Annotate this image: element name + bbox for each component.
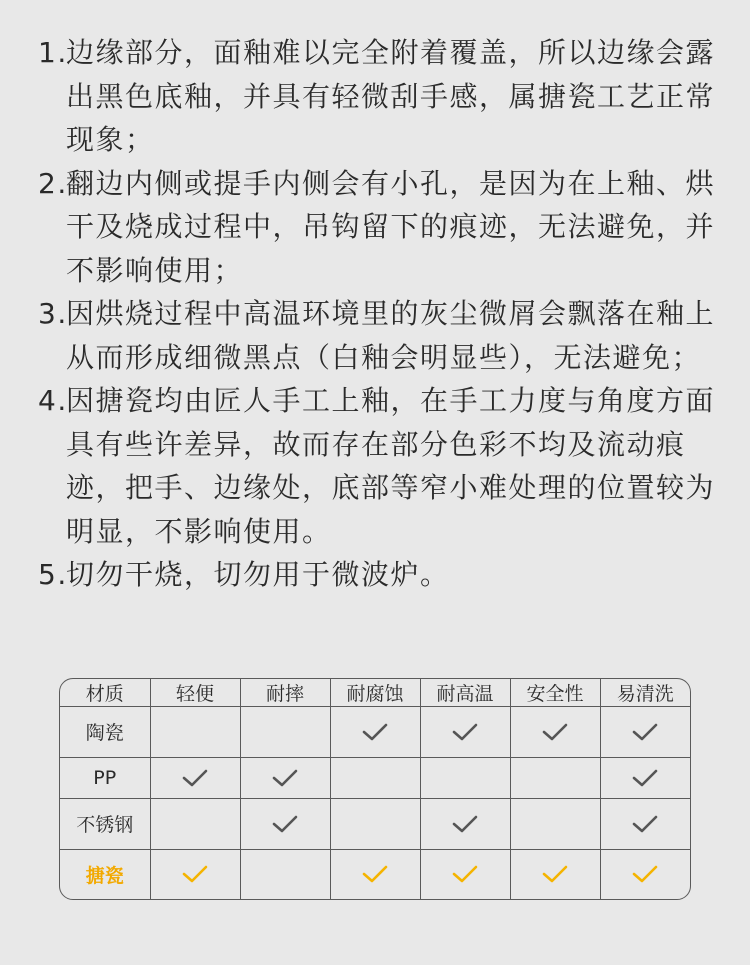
table-header-row xyxy=(60,679,690,707)
material-cell: 搪瓷 xyxy=(60,849,150,899)
property-cell xyxy=(330,849,420,899)
note-text: 切勿干烧，切勿用于微波炉。 xyxy=(66,558,450,591)
note-item xyxy=(38,292,718,379)
property-cell xyxy=(510,849,600,899)
material-cell: PP xyxy=(60,757,150,799)
checkmark-icon xyxy=(511,721,600,743)
note-text: 边缘部分，面釉难以完全附着覆盖，所以边缘会露出黑色底釉，并具有轻微刮手感，属搪瓷工艺正常现象； xyxy=(66,36,716,156)
property-cell xyxy=(510,799,600,850)
note-number: 5. xyxy=(38,558,68,591)
checkmark-icon xyxy=(151,767,240,789)
material-cell: 陶瓷 xyxy=(60,707,150,758)
property-cell xyxy=(330,799,420,850)
property-cell xyxy=(420,849,510,899)
property-cell xyxy=(150,707,240,758)
column-header: 安全性 xyxy=(510,679,600,707)
checkmark-icon xyxy=(151,863,240,885)
checkmark-icon xyxy=(241,767,330,789)
notes-list xyxy=(38,31,718,597)
column-header: 材质 xyxy=(60,679,150,707)
note-text: 因搪瓷均由匠人手工上釉，在手工力度与角度方面具有些许差异，故而存在部分色彩不均及流动痕迹，把手、边缘处，底部等窄小难处理的位置较为明显，不影响使用。 xyxy=(66,384,716,548)
note-item xyxy=(38,31,718,162)
note-number: 2. xyxy=(38,166,68,200)
property-cell xyxy=(420,799,510,850)
note-item xyxy=(38,553,718,597)
checkmark-icon xyxy=(421,721,510,743)
checkmark-icon xyxy=(601,721,691,743)
property-cell xyxy=(150,849,240,899)
note-text: 翻边内侧或提手内侧会有小孔，是因为在上釉、烘干及烧成过程中，吊钩留下的痕迹，无法避免，并不影响使用； xyxy=(66,166,716,287)
note-item xyxy=(38,162,718,293)
checkmark-icon xyxy=(421,863,510,885)
property-cell xyxy=(420,757,510,799)
checkmark-icon xyxy=(601,813,691,835)
note-number: 1. xyxy=(38,36,68,69)
checkmark-icon xyxy=(421,813,510,835)
table-row xyxy=(60,799,690,850)
column-header: 耐摔 xyxy=(240,679,330,707)
table-row xyxy=(60,849,690,899)
material-cell: 不锈钢 xyxy=(60,799,150,850)
checkmark-icon xyxy=(511,863,600,885)
material-comparison-table xyxy=(59,678,691,900)
property-cell xyxy=(510,707,600,758)
column-header: 耐腐蚀 xyxy=(330,679,420,707)
property-cell xyxy=(600,849,690,899)
property-cell xyxy=(150,799,240,850)
property-cell xyxy=(240,757,330,799)
property-cell xyxy=(330,757,420,799)
property-cell xyxy=(240,707,330,758)
checkmark-icon xyxy=(331,721,420,743)
note-text: 因烘烧过程中高温环境里的灰尘微屑会飘落在釉上从而形成细微黑点（白釉会明显些），无法避免； xyxy=(66,297,716,374)
checkmark-icon xyxy=(601,863,691,885)
property-cell xyxy=(240,849,330,899)
column-header: 耐高温 xyxy=(420,679,510,707)
column-header: 易清洗 xyxy=(600,679,690,707)
property-cell xyxy=(600,799,690,850)
property-cell xyxy=(240,799,330,850)
table-row xyxy=(60,707,690,758)
checkmark-icon xyxy=(601,767,691,789)
checkmark-icon xyxy=(331,863,420,885)
property-cell xyxy=(600,757,690,799)
table-row xyxy=(60,757,690,799)
property-cell xyxy=(420,707,510,758)
property-cell xyxy=(600,707,690,758)
property-cell xyxy=(150,757,240,799)
property-cell xyxy=(330,707,420,758)
note-number: 3. xyxy=(38,297,68,330)
property-cell xyxy=(510,757,600,799)
note-number: 4. xyxy=(38,384,68,417)
checkmark-icon xyxy=(241,813,330,835)
column-header: 轻便 xyxy=(150,679,240,707)
note-item xyxy=(38,379,718,553)
